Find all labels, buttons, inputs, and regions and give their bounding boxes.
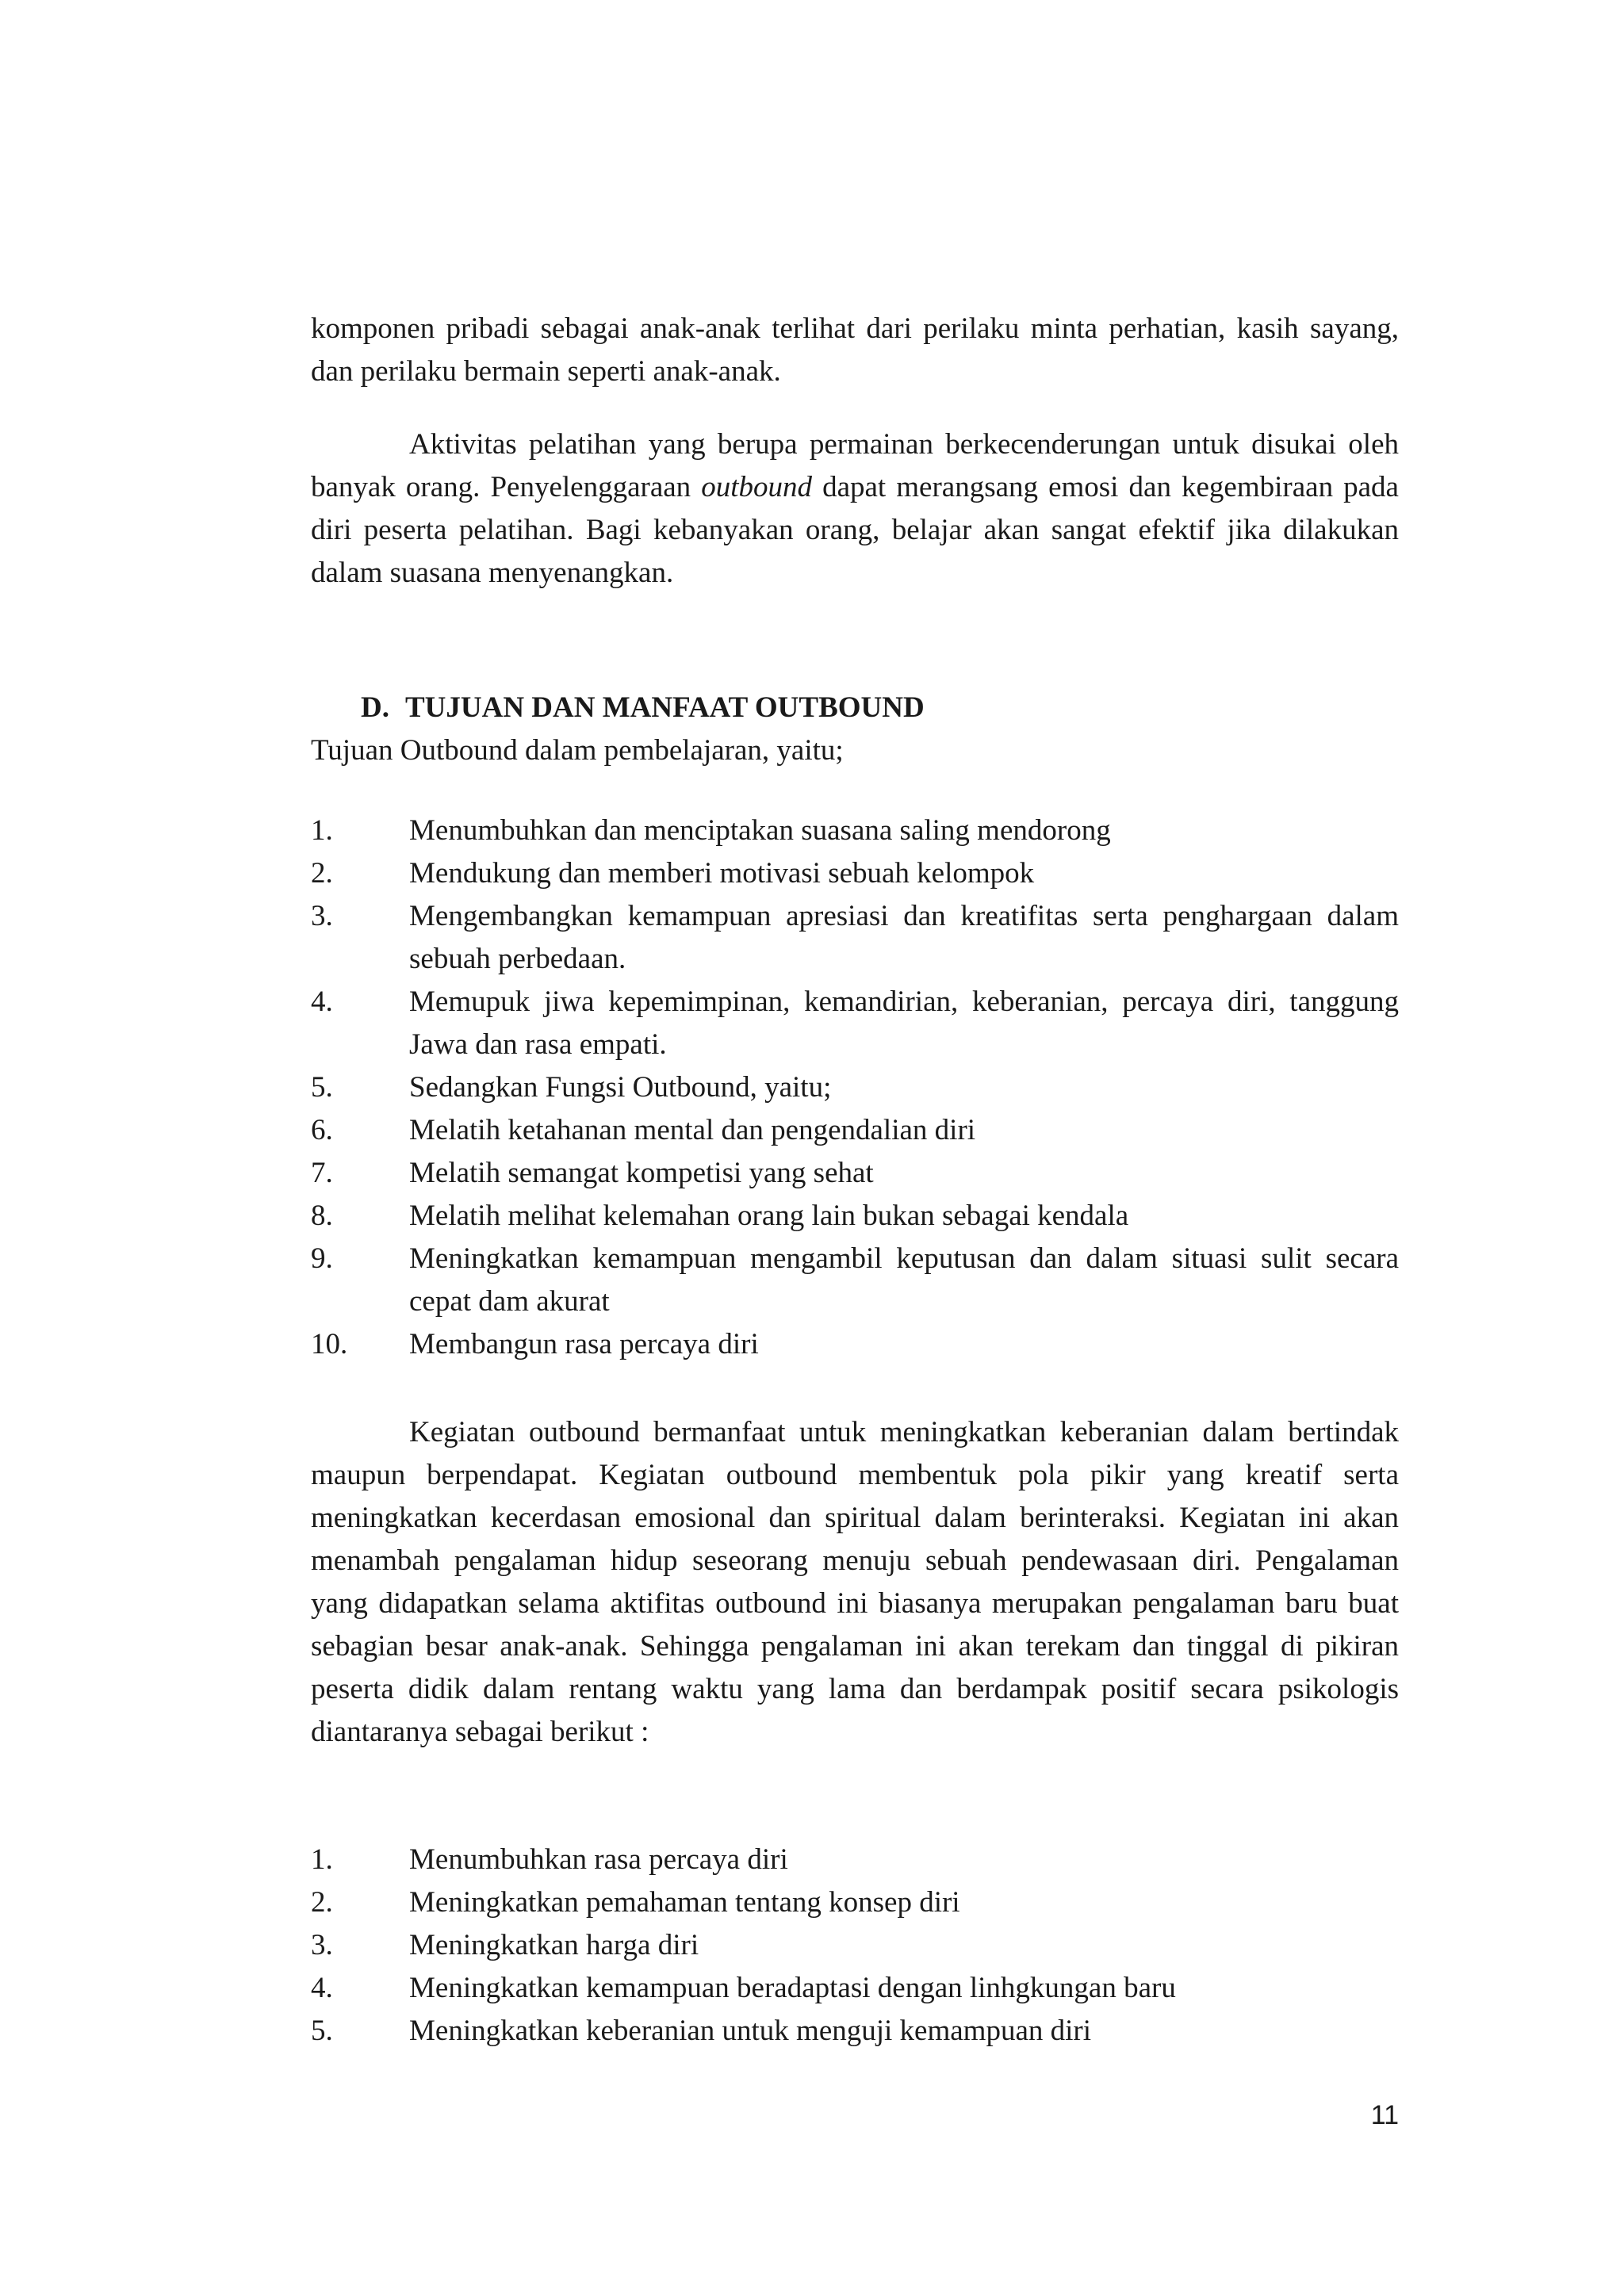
list-item-text: Meningkatkan keberanian untuk menguji kemampuan diri [409, 2015, 1092, 2047]
benefits-list [311, 1839, 1399, 2053]
objectives-list-block [311, 809, 1399, 1366]
list-item [311, 1066, 1399, 1109]
section-intro: Tujuan Outbound dalam pembelajaran, yaitu; [311, 734, 844, 767]
list-item-text: Menumbuhkan rasa percaya diri [409, 1843, 788, 1876]
list-item-number: 8. [311, 1200, 333, 1232]
section-intro-block [311, 729, 1399, 772]
list-item-text: Meningkatkan harga diri [409, 1929, 699, 1961]
list-item-text: Melatih ketahanan mental dan pengendalian diri [409, 1114, 976, 1146]
list-item-text: Memupuk jiwa kepemimpinan, kemandirian, keberanian, percaya diri, tanggung Jawa dan rasa empati. [409, 985, 1399, 1061]
list-item-text: Melatih semangat kompetisi yang sehat [409, 1157, 874, 1189]
list-item [311, 1967, 1399, 2010]
paragraph-2 [311, 423, 1399, 595]
list-item [311, 852, 1399, 895]
list-item-text: Meningkatkan kemampuan mengambil keputusan dan dalam situasi sulit secara cepat dam akurat [409, 1242, 1399, 1318]
list-item [311, 1881, 1399, 1924]
list-item [311, 809, 1399, 852]
list-item-number: 4. [311, 1972, 333, 2004]
list-item-number: 5. [311, 1071, 333, 1104]
list-item [311, 1238, 1399, 1323]
list-item [311, 1924, 1399, 1967]
list-item [311, 2010, 1399, 2053]
paragraph-3-block [311, 1411, 1399, 1754]
paragraph-1-block [311, 308, 1399, 393]
list-item-number: 3. [311, 1929, 333, 1961]
list-item-text: Meningkatkan kemampuan beradaptasi dengan linhgkungan baru [409, 1972, 1176, 2004]
benefits-list-block [311, 1839, 1399, 2053]
section-heading [361, 687, 925, 729]
paragraph-2-text-a: Aktivitas pelatihan yang berupa permainan berkecenderungan untuk disukai oleh banyak orang. Penyelenggaraan [311, 428, 1399, 503]
list-item-text: Mendukung dan memberi motivasi sebuah kelompok [409, 857, 1035, 890]
list-item-number: 10. [311, 1328, 348, 1360]
list-item-number: 1. [311, 814, 333, 847]
paragraph-3: Kegiatan outbound bermanfaat untuk meningkatkan keberanian dalam bertindak maupun berpendapat. Kegiatan outbound membentuk pola pikir yang kreatif serta meningkatkan kecerdasan emosional dan spiritual dalam berinteraksi. Kegiatan ini akan menambah pengalaman hidup seseorang menuju sebuah pendewasaan diri. Pengalaman yang didapatkan selama aktifitas outbound ini biasanya merupakan pengalaman baru buat sebagian besar anak-anak. Sehingga pengalaman ini akan terekam dan tinggal di pikiran peserta didik dalam rentang waktu yang lama dan berdampak positif secara psikologis diantaranya sebagai berikut : [311, 1416, 1399, 1748]
list-item [311, 895, 1399, 981]
list-item-number: 5. [311, 2015, 333, 2047]
objectives-list [311, 809, 1399, 1366]
paragraph-2-block [311, 423, 1399, 595]
section-letter: D. [361, 691, 389, 724]
list-item [311, 1109, 1399, 1152]
list-item-text: Melatih melihat kelemahan orang lain bukan sebagai kendala [409, 1200, 1129, 1232]
list-item-number: 1. [311, 1843, 333, 1876]
list-item-number: 3. [311, 900, 333, 932]
list-item-text: Membangun rasa percaya diri [409, 1328, 759, 1360]
list-item-number: 4. [311, 985, 333, 1018]
list-item [311, 1152, 1399, 1195]
list-item-number: 6. [311, 1114, 333, 1146]
section-title: TUJUAN DAN MANFAAT OUTBOUND [405, 691, 925, 724]
paragraph-1: komponen pribadi sebagai anak-anak terlihat dari perilaku minta perhatian, kasih sayang, dan perilaku bermain seperti anak-anak. [311, 312, 1399, 388]
list-item-text: Meningkatkan pemahaman tentang konsep diri [409, 1886, 960, 1919]
list-item [311, 1839, 1399, 1881]
list-item-number: 7. [311, 1157, 333, 1189]
list-item-text: Menumbuhkan dan menciptakan suasana saling mendorong [409, 814, 1111, 847]
list-item-number: 2. [311, 857, 333, 890]
list-item-text: Mengembangkan kemampuan apresiasi dan kreatifitas serta penghargaan dalam sebuah perbedaan. [409, 900, 1399, 975]
page-number: 11 [1370, 2100, 1399, 2130]
list-item [311, 981, 1399, 1066]
list-item-number: 9. [311, 1242, 333, 1275]
list-item [311, 1195, 1399, 1238]
list-item-number: 2. [311, 1886, 333, 1919]
paragraph-2-text-b: dapat merangsang emosi dan kegembiraan pada diri peserta pelatihan. Bagi kebanyakan orang, belajar akan sangat efektif jika dilakukan dalam suasana menyenangkan. [311, 471, 1399, 589]
list-item-text: Sedangkan Fungsi Outbound, yaitu; [409, 1071, 832, 1104]
paragraph-2-italic: outbound [701, 471, 813, 503]
list-item [311, 1323, 1399, 1366]
